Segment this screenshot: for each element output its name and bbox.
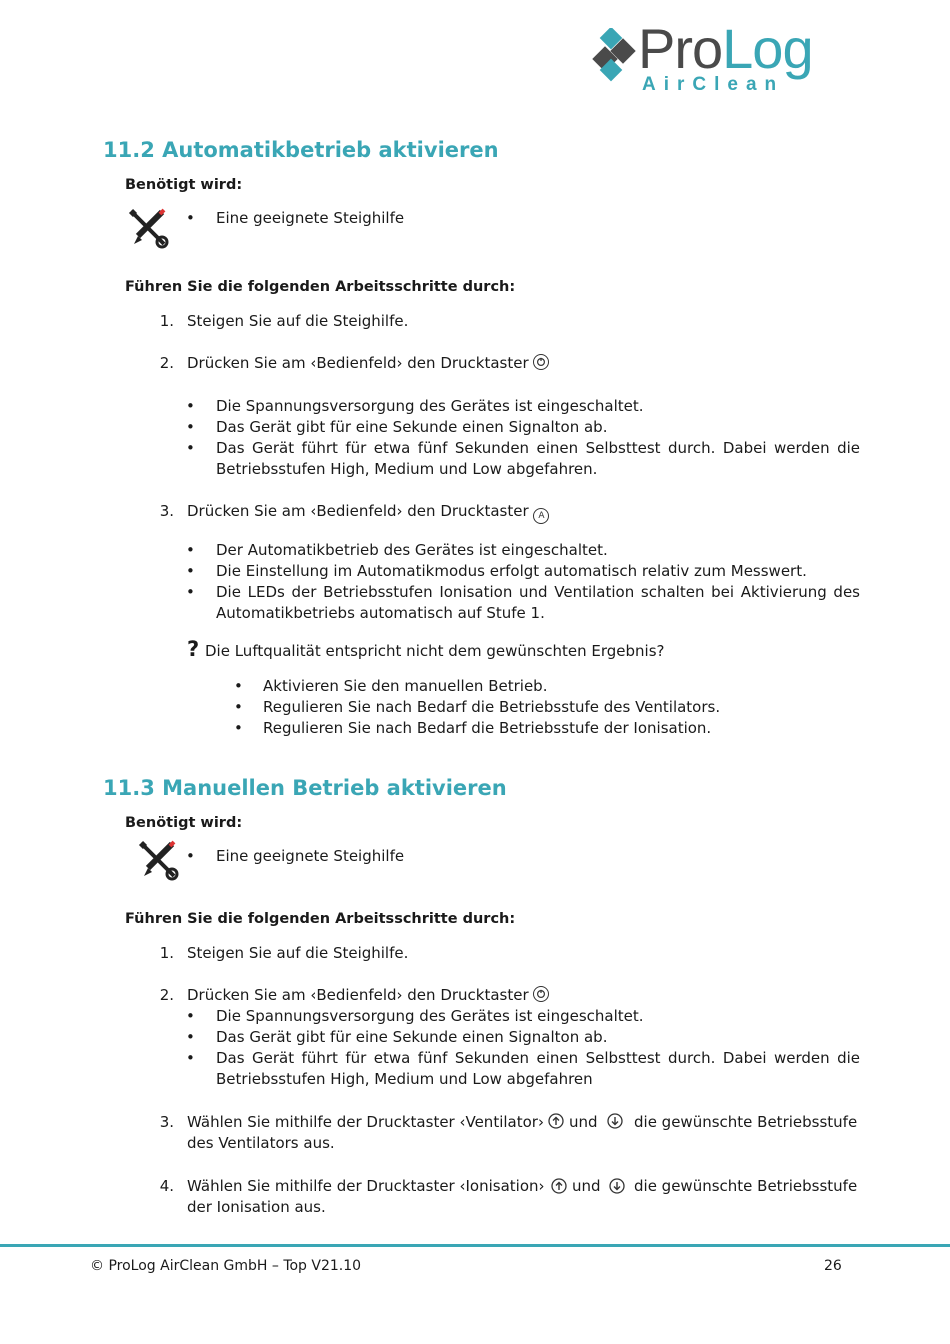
steps-intro: Führen Sie die folgenden Arbeitsschritte durch: (125, 279, 516, 295)
arrow-down-icon (609, 1178, 625, 1194)
auto-icon: A (533, 508, 549, 524)
bullet-dot: • (186, 847, 195, 865)
bullet-item: Das Gerät gibt für eine Sekunde einen Signalton ab. (216, 1028, 608, 1046)
bullet-item: Aktivieren Sie den manuellen Betrieb. (263, 677, 548, 695)
bullet-dot: • (234, 719, 243, 737)
arrow-up-icon (551, 1178, 567, 1194)
prolog-logo (590, 17, 850, 98)
footer-copyright: © ProLog AirClean GmbH – Top V21.10 (90, 1258, 362, 1274)
bullet-item: Das Gerät führt für etwa fünf Sekunden einen Selbsttest durch. Dabei werden die Betriebsstufen High, Medium und Low abgefahren. (216, 439, 860, 478)
power-icon (533, 354, 549, 370)
required-item: Eine geeignete Steighilfe (216, 847, 405, 865)
required-label: Benötigt wird: (125, 177, 243, 193)
bullet-item: Der Automatikbetrieb des Gerätes ist eingeschaltet. (216, 541, 608, 559)
footer-divider (0, 1244, 950, 1247)
tools-icon (126, 206, 170, 250)
arrow-down-icon (607, 1113, 623, 1129)
step-text: die gewünschte Betriebsstufe (634, 1113, 858, 1131)
bullet-item: Die LEDs der Betriebsstufen Ionisation und Ventilation schalten bei Aktivierung des Automatikbetriebs automatisch auf Stufe 1. (216, 583, 860, 622)
bullet-dot: • (234, 698, 243, 716)
bullet-dot: • (186, 439, 195, 457)
power-icon (533, 986, 549, 1002)
required-label: Benötigt wird: (125, 815, 243, 831)
step-number: 1. (159, 944, 174, 962)
step-text: und (572, 1177, 601, 1195)
step-number: 2. (159, 986, 174, 1004)
logo-diamond-icon (590, 28, 638, 94)
step-text: Wählen Sie mithilfe der Drucktaster ‹Ionisation› (187, 1177, 545, 1195)
step-text: und (569, 1113, 598, 1131)
bullet-dot: • (186, 1007, 195, 1025)
bullet-item: Die Spannungsversorgung des Gerätes ist eingeschaltet. (216, 1007, 644, 1025)
bullet-item: Das Gerät führt für etwa fünf Sekunden einen Selbsttest durch. Dabei werden die Betriebsstufen High, Medium und Low abgefahren (216, 1049, 860, 1088)
bullet-dot: • (186, 1049, 195, 1067)
step-text: des Ventilators aus. (187, 1134, 335, 1152)
bullet-item: Die Spannungsversorgung des Gerätes ist eingeschaltet. (216, 397, 644, 415)
step-text: Wählen Sie mithilfe der Drucktaster ‹Ventilator› (187, 1113, 544, 1131)
step-text: Drücken Sie am ‹Bedienfeld› den Drucktaster (187, 985, 549, 1006)
bullet-dot: • (186, 562, 195, 580)
logo-subtitle: AirClean (642, 74, 785, 95)
step-number: 2. (159, 354, 174, 372)
step-text: der Ionisation aus. (187, 1198, 326, 1216)
required-item: Eine geeignete Steighilfe (216, 209, 405, 227)
step-number: 3. (159, 502, 174, 520)
bullet-dot: • (186, 209, 195, 227)
logo-wordmark: ProLog (638, 17, 813, 80)
page-number: 26 (824, 1258, 842, 1274)
bullet-dot: • (234, 677, 243, 695)
step-text: Steigen Sie auf die Steighilfe. (187, 312, 409, 330)
question-text: Die Luftqualität entspricht nicht dem gewünschten Ergebnis? (205, 642, 665, 660)
step-number: 1. (159, 312, 174, 330)
bullet-dot: • (186, 583, 195, 601)
bullet-dot: • (186, 397, 195, 415)
step-text: Drücken Sie am ‹Bedienfeld› den Drucktaster (187, 353, 549, 374)
steps-intro: Führen Sie die folgenden Arbeitsschritte durch: (125, 911, 516, 927)
step-text: die gewünschte Betriebsstufe (634, 1177, 858, 1195)
tools-icon (136, 838, 180, 882)
bullet-dot: • (186, 418, 195, 436)
bullet-item: Regulieren Sie nach Bedarf die Betriebsstufe des Ventilators. (263, 698, 721, 716)
step-text: Steigen Sie auf die Steighilfe. (187, 944, 409, 962)
section-11-2-title: 11.2 Automatikbetrieb aktivieren (103, 138, 499, 162)
arrow-up-icon (548, 1113, 564, 1129)
step-text: Drücken Sie am ‹Bedienfeld› den Drucktaster A (187, 501, 549, 524)
section-11-3-title: 11.3 Manuellen Betrieb aktivieren (103, 776, 507, 800)
step-number: 3. (159, 1113, 174, 1131)
step-number: 4. (159, 1177, 174, 1195)
question-mark-icon: ? (187, 637, 200, 661)
bullet-item: Die Einstellung im Automatikmodus erfolgt automatisch relativ zum Messwert. (216, 562, 807, 580)
bullet-dot: • (186, 1028, 195, 1046)
bullet-item: Das Gerät gibt für eine Sekunde einen Signalton ab. (216, 418, 608, 436)
bullet-dot: • (186, 541, 195, 559)
bullet-item: Regulieren Sie nach Bedarf die Betriebsstufe der Ionisation. (263, 719, 712, 737)
